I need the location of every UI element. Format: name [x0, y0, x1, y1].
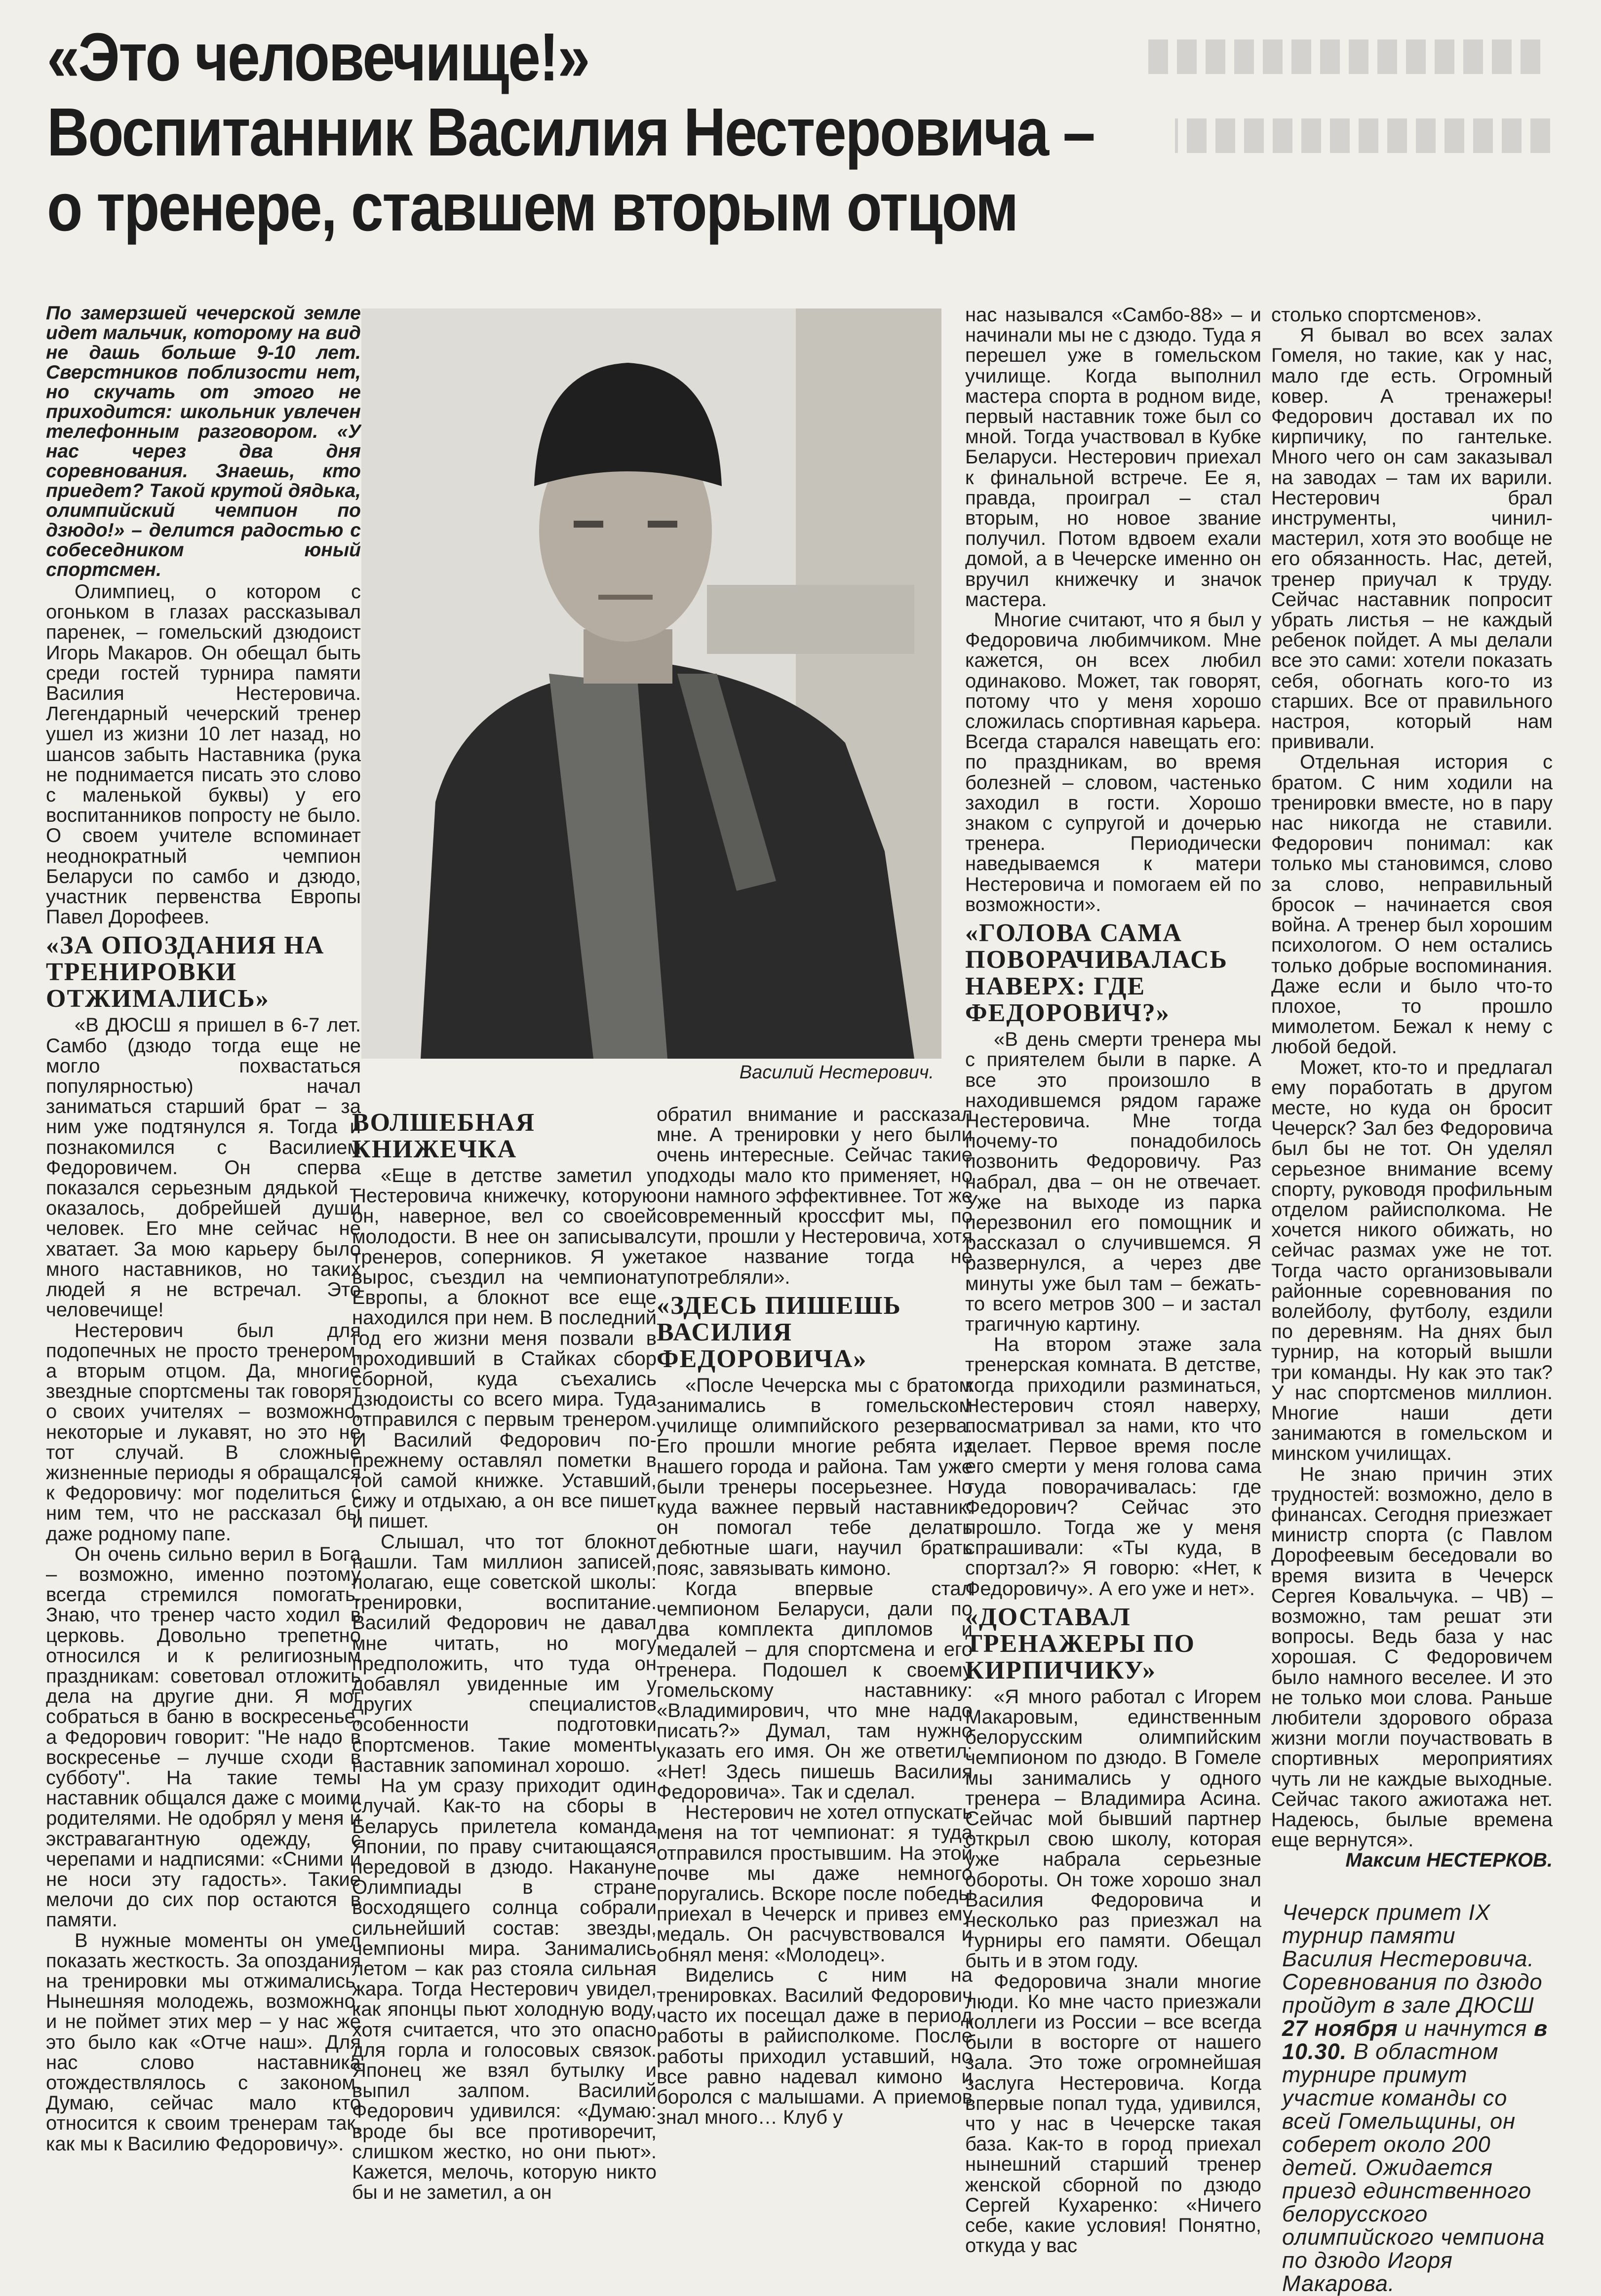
column-4: [965, 305, 1261, 2256]
paragraph: «В день смерти тренера мы с приятелем были в парке. А все это произошло в находившемся рядом гараже Нестеровича. Мне тогда почему-то понадобилось позвонить Федоровичу. Раз набрал, два – он не отвечает. Уже на выходе из парка перезвонил его помощник и рассказал о случившемся. Я развернулся, а через две минуты уже был там – бежать-то всего метров 300 – и застал трагичную картину.: [965, 1029, 1261, 1335]
photo-caption: Василий Нестерович.: [739, 1062, 934, 1083]
show-through-text: [1116, 20, 1590, 227]
announcement-time: в 10.30.: [1282, 2015, 1548, 2064]
paragraph: «В ДЮСШ я пришел в 6-7 лет. Самбо (дзюдо тогда еще не могло похвастаться популярностью) начал заниматься старший брат – за ним уже подтянулся я. Тогда и познакомился с Василием Федоровичем. Он сперва показался серьезным дядькой – оказалось, добрейшей души человек. Его мне сейчас не хватает. За мою карьеру было много наставников, но таких людей я не встречал. Это человечище!: [46, 1014, 361, 1321]
subheading: «ЗДЕСЬ ПИШЕШЬ ВАСИЛИЯ ФЕДОРОВИЧА»: [657, 1291, 901, 1373]
paragraph: Многие считают, что я был у Федоровича любимчиком. Мне кажется, он всех любил одинаково. Может, так говорят, потому что у меня хорошо сложилась спортивная карьера. Всегда старался навещать его: по праздникам, во время болезней – словом, частенько заходил в гости. Хорошо знаком с супругой и дочерью тренера. Периодически наведываемся к матери Нестеровича и помогаем ей по возможности».: [965, 609, 1261, 916]
portrait-photo-graphic: [361, 308, 941, 1059]
headline-line-3: о тренере, ставшем вторым отцом: [47, 169, 1017, 245]
headline-line-2: Воспитанник Василия Нестеровича –: [47, 94, 1094, 170]
announcement-date: 27 ноября: [1282, 2015, 1398, 2041]
column-2: [352, 1105, 657, 2203]
headline-line-1: «Это человечище!»: [47, 19, 589, 95]
paragraph: «Я много работал с Игорем Макаровым, единственным белорусским олимпийским чемпионом по дзюдо. В Гомеле мы занимались у одного тренера – Владимира Асина. Сейчас мой бывший партнер открыл свою школу, которая уже набрала серьезные обороты. Он тоже хорошо знал Василия Федоровича и несколько раз приезжал на турниры его памяти. Обещал быть и в этом году.: [965, 1685, 1261, 1972]
announcement-text: В областном турнире примут участие команды со всей Гомельщины, он соберет около 200 детей. Ожидается приезд единственного белорусского олимпийского чемпиона по дзюдо Игоря Макарова.: [1282, 2038, 1545, 2296]
subheading: «ГОЛОВА САМА ПОВОРАЧИВАЛАСЬ НАВЕРХ: ГДЕ ФЕДОРОВИЧ?»: [965, 919, 1228, 1028]
paragraph: Олимпиец, о котором с огоньком в глазах рассказывал паренек, – гомельский дзюдоист Игорь Макаров. Он обещал быть среди гостей турнира памяти Василия Нестеровича. Легендарный чечерский тренер ушел из жизни 10 лет назад, но шансов забыть Наставника (рука не поднимается писать это слово с маленькой буквы) у его воспитанников попросту не было. О своем учителе вспоминает неоднократный чемпион Беларуси по самбо и дзюдо, участник первенства Европы Павел Дорофеев.: [46, 581, 361, 928]
paragraph: столько спортсменов».: [1271, 304, 1482, 326]
subheading: ВОЛШЕБНАЯ КНИЖЕЧКА: [352, 1109, 536, 1163]
subheading: «ДОСТАВАЛ ТРЕНАЖЕРЫ ПО КИРПИЧИКУ»: [965, 1603, 1195, 1684]
paragraph: В нужные моменты он умел показать жесткость. За опоздания на тренировки мы отжимались. Нынешняя молодежь, возможно, и не поймет этих мер – у нас же это было как «Отче наш». Для нас слово наставника отождествлялось с законом. Думаю, сейчас мало кто относится к своим тренерам так, как мы к Василию Федоровичу».: [46, 1929, 361, 2155]
announcement-text: и начнутся: [1398, 2015, 1534, 2041]
paragraph: На втором этаже зала тренерская комната. В детстве, когда приходили разминаться, Нестерович стоял наверху, посматривал за нами, кто что делает. Первое время после его смерти у меня голова сама туда поворачивалась: где Федорович? Сейчас это прошло. Тогда же у меня спрашивали: «Ты куда, в спортзал?» Я говорю: «Нет, к Федоровичу». А его уже и нет».: [965, 1334, 1261, 1600]
subheading: «ЗА ОПОЗДАНИЯ НА ТРЕНИРОВКИ ОТЖИМАЛИСЬ»: [46, 931, 325, 1013]
paragraph: «Еще в детстве заметил у Нестеровича книжечку, которую он, наверное, вел со своей молодости. В нее он записывал тренеров, соперников. Я уже вырос, съездил на чемпионат Европы, а блокнот все еще находился при нем. В последний год его жизни меня позвали в проходивший в Стайках сбор сборной, куда съехались дзюдоисты со всего мира. Туда отправился с первым тренером. И Василий Федорович по-прежнему оставлял пометки в той самой книжке. Уставший, сижу и отдыхаю, а он все пишет и пишет.: [352, 1165, 657, 1532]
author-byline: Максим НЕСТЕРКОВ.: [1345, 1849, 1553, 1872]
paragraph: Он очень сильно верил в Бога – возможно, именно поэтому всегда стремился помогать. Знаю, что тренер часто ходил в церковь. Довольно трепетно относился и к религиозным праздникам: советовал отложить дела на другие дни. Я мог собраться в баню в воскресенье, а Федорович говорит: "Не надо в воскресенье – лучше сходи в субботу". На такие темы наставник общался даже с моими родителями. Не одобрял у меня и экстравагантную одежду, с черепами и надписями: «Сними и не носи эту гадость». Такие мелочи до сих пор остаются в памяти.: [46, 1543, 361, 1931]
article-headline: [47, 19, 1094, 245]
paragraph: Отдельная история с братом. С ним ходили на тренировки вместе, но в пару нас никогда не ставили. Федорович понимал: как только мы становимся, слово за слово, неправильный бросок – начинается своя война. А тренер был хорошим психологом. О нем остались только добрые воспоминания. Даже если и было что-то плохое, то прошло мимолетом. Бежал к нему с любой бедой.: [1271, 751, 1553, 1058]
paragraph: Нестерович был для подопечных не просто тренером, а вторым отцом. Да, многие звездные спортсмены так говорят о своих учителях – возможно, некоторые и лукавят, но это не тот случай. В сложные жизненные периоды я обращался к Федоровичу: мог поделиться с ним тем, что не рассказал бы даже родному папе.: [46, 1319, 361, 1545]
paragraph: обратил внимание и рассказал мне. А тренировки у него были очень интересные. Сейчас такие подходы мало кто применяет, но они намного эффективнее. Тот же современный кроссфит мы, по сути, прошли у Нестеровича, хотя такое название тогда не употребляли».: [657, 1104, 973, 1288]
lead-paragraph: По замерзшей чечерской земле идет мальчик, которому на вид не дашь больше 9-10 лет. Сверстников поблизости нет, но скучать от этого не приходится: школьник увлечен телефонным разговором. «У нас через два дня соревнования. Знаешь, кто приедет? Такой крутой дядька, олимпийский чемпион по дзюдо!» – делится радостью с собеседником юный спортсмен.: [46, 303, 361, 580]
paragraph: Когда впервые стал чемпионом Беларуси, дали по два комплекта дипломов и медалей – для спортсмена и его тренера. Подошел к своему гомельскому наставнику: «Владимирович, что мне надо писать?» Думал, там нужно указать его имя. Он же ответил: «Нет! Здесь пишешь Василия Федоровича». Так и сделал.: [657, 1577, 973, 1803]
portrait-photo: [361, 308, 941, 1059]
paragraph: Федоровича знали многие люди. Ко мне часто приезжали коллеги из России – все всегда были в восторге от нашего зала. Это тоже огромнейшая заслуга Нестеровича. Когда впервые попал туда, удивился, что у нас в Чечерске такая база. Как-то в город приехал нынешний старший тренер женской сборной по дзюдо Сергей Кухаренко: «Ничего себе, какие условия! Понятно, откуда у вас: [965, 1970, 1261, 2257]
paragraph: нас назывался «Самбо-88» – и начинали мы не с дзюдо. Туда я перешел уже в гомельском училище. Когда выполнил мастера спорта в родном виде, первый наставник тоже был со мной. Тогда участвовал в Кубке Беларуси. Нестерович приехал к финальной встрече. Ее я, правда, проиграл – стал вторым, но новое звание получил. Потом вдвоем ехали домой, а в Чечерске именно он вручил книжечку и значок мастера.: [965, 304, 1261, 611]
paragraph: Слышал, что тот блокнот нашли. Там миллион записей, полагаю, еще советской школы: тренировки, воспитание. Василий Федорович не давал мне читать, но могу предположить, что туда он добавлял увиденные им у других специалистов особенности подготовки спортсменов. Такие моменты наставник запоминал хорошо.: [352, 1531, 657, 1776]
column-5: [1271, 305, 1553, 2295]
paragraph: На ум сразу приходит один случай. Как-то на сборы в Беларусь прилетела команда Японии, по праву считающаяся передовой в дзюдо. Накануне Олимпиады в стране восходящего солнца собрали сильнейший состав: звезды, чемпионы мира. Занимались летом – как раз стояла сильная жара. Тогда Нестерович увидел, как японцы пьют холодную воду, хотя считается, что это опасно для горла и голосовых связок. Японец же взял бутылку и выпил залпом. Василий Федорович удивился: «Думаю: вроде бы все противоречит, слишком жестко, но они пьют». Кажется, мелочь, которую никто бы и не заметил, а он: [352, 1775, 657, 2204]
column-3: [657, 1105, 973, 2128]
announcement-text: Чечерск примет IX турнир памяти Василия Нестеровича. Соревнования по дзюдо пройдут в зале ДЮСШ: [1282, 1899, 1543, 2018]
paragraph: Виделись с ним на тренировках. Василий Федорович часто их посещал даже в период работы в райисполкоме. После работы приходил уставший, но все равно надевал кимоно и боролся с малышами. А приемов знал много… Клуб у: [657, 1964, 973, 2129]
column-1: [46, 304, 361, 2154]
paragraph: Не знаю причин этих трудностей: возможно, дело в финансах. Сегодня приезжает министр спорта (с Павлом Дорофеевым беседовали во время визита в Чечерск Сергея Ковальчука. – ЧВ) – возможно, там решат эти вопросы. Ведь база у нас хорошая. С Федоровичем было намного веселее. И это не только мои слова. Раньше любители здорового образа жизни могли поучаствовать в спортивных мероприятиях чуть ли не каждые выходные. Сейчас такого ажиотажа нет. Надеюсь, былые времена еще вернутся».: [1271, 1463, 1553, 1851]
paragraph: Нестерович не хотел отпускать меня на тот чемпионат: я туда отправился простывшим. На этой почве мы даже немного поругались. Вскоре после победы приехал в Чечерск и привез ему медаль. Он расчувствовался и обнял меня: «Молодец».: [657, 1801, 973, 1966]
tournament-announcement: [1271, 1901, 1553, 2295]
paragraph: Я бывал во всех залах Гомеля, но такие, как у нас, мало где есть. Огромный ковер. А тренажеры! Федорович доставал их по кирпичику, по гантельке. Много чего он сам заказывал на заводах – там их варили. Нестерович брал инструменты, чинил-мастерил, хотя это вообще не его обязанность. Нас, детей, тренер приучал к труду. Сейчас наставник попросит убрать листья – не каждый ребенок пойдет. А мы делали все это сами: хотели показать себя, обогнать кого-то из старших. Все от правильного настроя, который нам прививали.: [1271, 324, 1553, 753]
paragraph: Может, кто-то и предлагал ему поработать в другом месте, но куда он бросит Чечерск? Зал без Федоровича был бы не тот. Он уделял серьезное внимание всему спорту, руководя профильным отделом райисполкома. Не хочется никого обижать, но сейчас размах уже не тот. Тогда часто организовывали районные соревнования по волейболу, футболу, ездили по деревням. На днях был турнир, на который вышли три команды. Ну как это так? У нас спортсменов миллион. Многие наши дети занимаются в гомельском и минском училищах.: [1271, 1056, 1553, 1465]
paragraph: «После Чечерска мы с братом занимались в гомельском училище олимпийского резерва. Его прошли многие ребята из нашего города и района. Там уже были тренеры посерьезнее. Но куда важнее первый наставник: он помогал тебе делать дебютные шаги, научил брать пояс, завязывать кимоно.: [657, 1374, 973, 1579]
